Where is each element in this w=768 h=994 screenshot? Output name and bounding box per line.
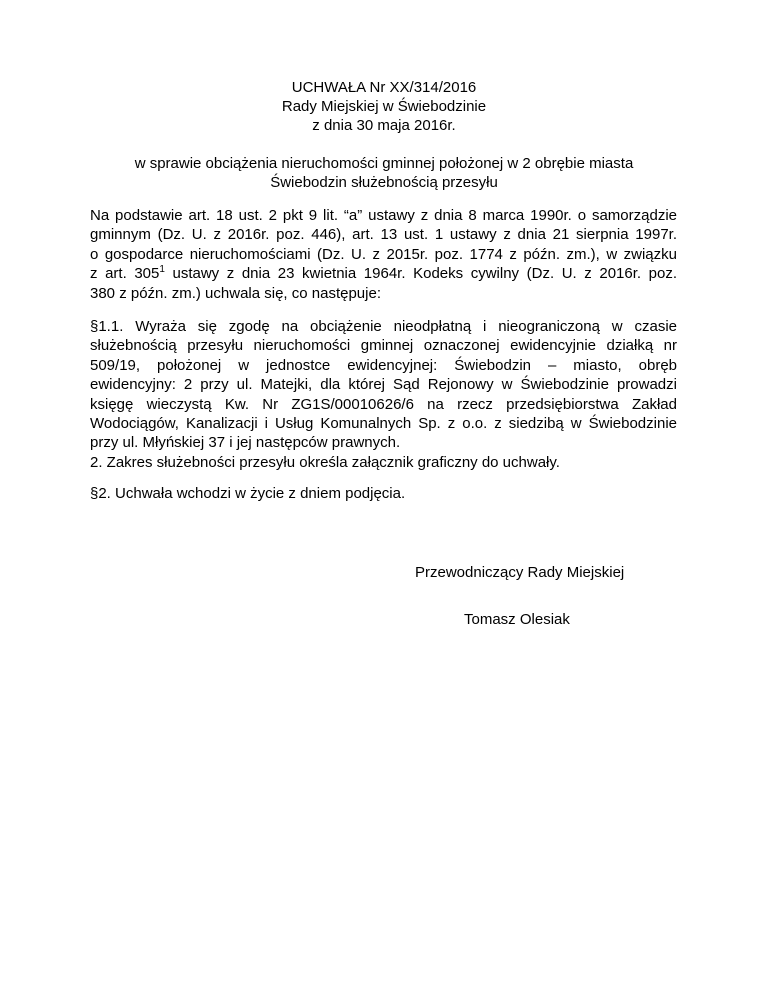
resolution-date: z dnia 30 maja 2016r. — [312, 117, 456, 134]
preamble-line-3: o gospodarce nieruchomościami (Dz. U. z 2015r. poz. 1774 z późn. zm.), w związku — [90, 245, 677, 263]
section-1-line-8: 2. Zakres służebności przesyłu określa załącznik graficzny do uchwały. — [90, 453, 560, 471]
section-1-line-2: służebnością przesyłu nieruchomości gminnej oznaczonej ewidencyjnie działką nr — [90, 337, 677, 355]
preamble-line-4-end: ustawy z dnia 23 kwietnia 1964r. Kodeks cywilny (Dz. U. z 2016r. poz. — [164, 265, 677, 283]
preamble-paragraph — [90, 206, 677, 303]
section-1-paragraph — [90, 317, 677, 472]
section-1-line-3: 509/19, położonej w jednostce ewidencyjnej: Świebodzin – miasto, obręb — [90, 356, 677, 374]
section-2-paragraph — [90, 484, 677, 503]
signatory-role: Przewodniczący Rady Miejskiej — [415, 564, 625, 581]
subject-line-2: Świebodzin służebnością przesyłu — [270, 174, 498, 191]
preamble-line-2: gminnym (Dz. U. z 2016r. poz. 446), art. 13 ust. 1 ustawy z dnia 21 sierpnia 1997r. — [90, 226, 677, 244]
section-2-text: §2. Uchwała wchodzi w życie z dniem podjęcia. — [90, 485, 406, 502]
section-1-line-6: Wodociągów, Kanalizacji i Usług Komunalnych Sp. z o.o. z siedzibą w Świebodzinie — [90, 414, 677, 432]
signatory-name: Tomasz Olesiak — [464, 611, 570, 628]
section-1-line-5: księgę wieczystą Kw. Nr ZG1S/00010626/6 na rzecz przedsiębiorstwa Zakład — [90, 395, 677, 413]
preamble-line-4-start: z art. $305^1$ — [90, 264, 165, 283]
section-1-line-1: §1.1. Wyraża się zgodę na obciążenie nieodpłatną i nieograniczoną w czasie — [90, 318, 677, 335]
preamble-line-5: 380 z późn. zm.) uchwala się, co następuje: — [90, 284, 381, 302]
subject-line-1: w sprawie obciążenia nieruchomości gminnej położonej w 2 obrębie miasta — [134, 155, 634, 172]
section-1-line-4: ewidencyjny: 2 przy ul. Matejki, dla której Sąd Rejonowy w Świebodzinie prowadzi — [90, 376, 677, 394]
preamble-line-4 — [90, 264, 677, 283]
resolution-title: UCHWAŁA Nr XX/314/2016 — [291, 79, 477, 96]
superscript-mark: 1 — [159, 264, 165, 276]
resolution-issuer: Rady Miejskiej w Świebodzinie — [281, 98, 487, 115]
section-1-line-7: przy ul. Młyńskiej 37 i jej następców prawnych. — [90, 434, 401, 452]
preamble-line-1: Na podstawie art. 18 ust. 2 pkt 9 lit. “a” ustawy z dnia 8 marca 1990r. o samorządzie — [90, 207, 677, 224]
